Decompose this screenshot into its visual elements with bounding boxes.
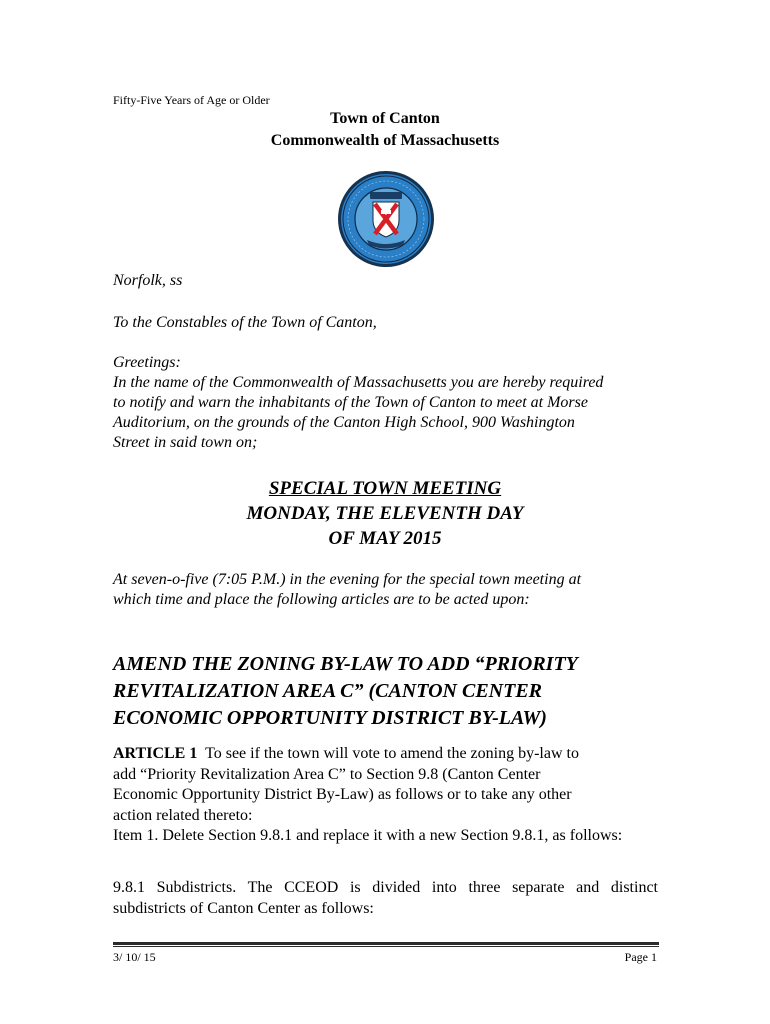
subdistricts-paragraph: 9.8.1 Subdistricts. The CCEOD is divided into three separate and distinct subdistricts of Canton Center as follows: — [113, 879, 658, 917]
item-1-text: Item 1. Delete Section 9.8.1 and replace it with a new Section 9.8.1, as follows: — [113, 827, 623, 844]
seal-graphic — [337, 170, 435, 268]
county-line: Norfolk, ss — [113, 272, 183, 289]
town-seal — [337, 170, 435, 268]
warrant-line: to notify and warn the inhabitants of the Town of Canton to meet at Morse — [113, 394, 588, 411]
warrant-line: In the name of the Commonwealth of Massachusetts you are hereby required — [113, 374, 604, 391]
meeting-date-2: OF MAY 2015 — [328, 528, 442, 549]
article-line — [113, 744, 658, 765]
greeting-line: Greetings: — [113, 354, 181, 371]
addressee-line: To the Constables of the Town of Canton, — [113, 314, 377, 331]
amend-heading — [113, 651, 673, 732]
meeting-title-text: SPECIAL TOWN MEETING — [268, 478, 502, 499]
article-label: ARTICLE 1 — [113, 745, 198, 762]
warrant-line: Street in said town on; — [113, 434, 258, 451]
commonwealth-title: Commonwealth of Massachusetts — [270, 132, 500, 149]
meeting-title — [0, 476, 770, 501]
warrant-paragraph — [113, 373, 673, 453]
amend-heading-line: REVITALIZATION AREA C” (CANTON CENTER — [113, 680, 542, 702]
time-paragraph — [113, 570, 673, 610]
footer-rule-thin — [113, 946, 659, 947]
time-line: which time and place the following articles are to be acted upon: — [113, 591, 530, 608]
time-line: At seven-o-five (7:05 P.M.) in the evening for the special town meeting at — [113, 571, 582, 588]
article-line-text: To see if the town will vote to amend the zoning by-law to — [205, 745, 579, 762]
town-title: Town of Canton — [330, 110, 440, 127]
warrant-line: Auditorium, on the grounds of the Canton High School, 900 Washington — [113, 414, 575, 431]
meeting-date-1: MONDAY, THE ELEVENTH DAY — [246, 503, 524, 524]
article-line: add “Priority Revitalization Area C” to Section 9.8 (Canton Center — [113, 765, 541, 783]
amend-heading-line: AMEND THE ZONING BY-LAW TO ADD “PRIORITY — [113, 653, 578, 675]
amend-heading-line: ECONOMIC OPPORTUNITY DISTRICT BY-LAW) — [113, 707, 547, 729]
article-paragraph — [113, 744, 658, 847]
page-number: Page 1 — [624, 950, 657, 964]
footer-rule — [113, 942, 659, 945]
article-line: Economic Opportunity District By-Law) as follows or to take any other — [113, 786, 572, 803]
footer-date: 3/ 10/ 15 — [113, 950, 156, 964]
article-line: action related thereto: — [113, 806, 253, 824]
header-note: Fifty-Five Years of Age or Older — [113, 93, 270, 107]
